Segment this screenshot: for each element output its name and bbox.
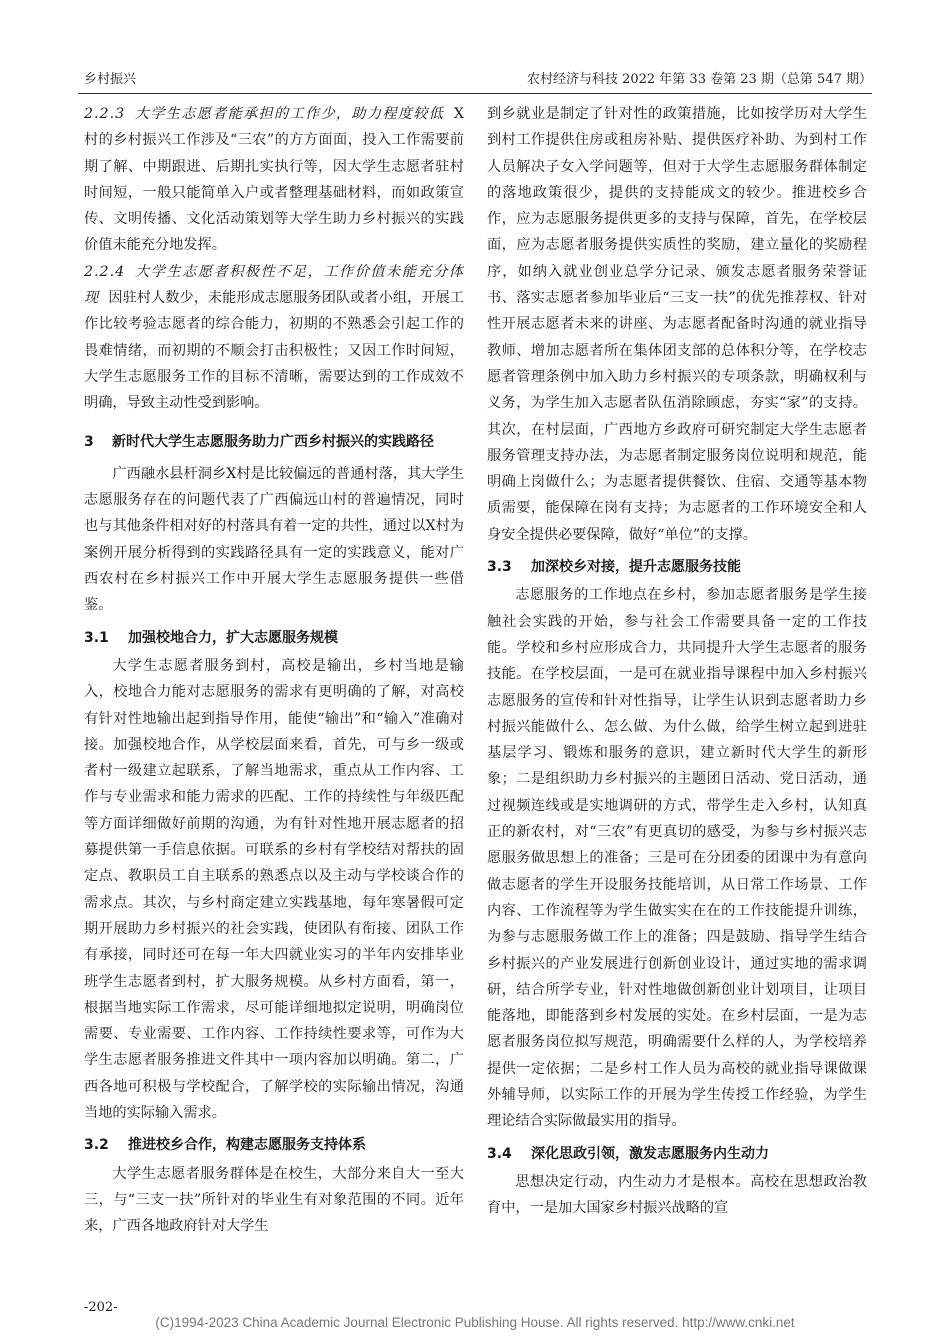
section-number: 3.3: [487, 559, 512, 576]
running-header: [78, 66, 872, 92]
section-3-2-heading: [84, 1132, 464, 1158]
section-number: 3.1: [84, 629, 109, 646]
subsection-number: 2.2.4: [84, 263, 126, 280]
header-section-label: 乡村振兴: [84, 72, 137, 87]
section-3-3-heading: [487, 554, 867, 580]
subsection-title: 大学生志愿者积极性不足，工作价值未能充分体现: [84, 263, 464, 307]
right-column: [487, 101, 867, 1301]
section-title: 加深校乡对接，提升志愿服务技能: [531, 559, 741, 576]
paragraph: 大学生志愿者服务群体是在校生，大部分来自大一至大三，与“三支一扶”所针对的毕业生有对象范围的不同。近年来，广西各地政府针对大学生: [84, 1165, 464, 1235]
subsection-2-2-4: [84, 259, 464, 417]
paragraph: 思想决定行动，内生动力才是根本。高校在思想政治教育中，一是加大国家乡村振兴战略的宣: [487, 1173, 867, 1217]
paragraph: 大学生志愿者服务到村，高校是输出，乡村当地是输入，校地合力能对志愿服务的需求有更明确的了解，对高校有针对性地输出起到指导作用，能使“输出”和“输入”准确对接。加强校地合作，从学校层面来看，首先，可与乡一级或者村一级建立起联系，了解当地需求，重点从工作内容、工作与专业需求和能力需求的匹配、工作的持续性与年级匹配等方面详细做好前期的沟通，为有针对性地开展志愿者的招募提供第一手信息依据。可联系的乡村有学校结对帮扶的固定点、教职员工自主联系的熟悉点以及主动与学校谈合作的需求点。其次，与乡村商定建立实践基地，每年寒暑假可定期开展助力乡村振兴的社会实践，使团队有衔接、团队工作有承接，同时还可在每一年大四就业实习的半年内安排毕业班学生志愿者到村，扩大服务规模。从乡村方面看，第一，根据当地实际工作需求，尽可能详细地拟定说明，明确岗位需要、专业需要、工作内容、工作持续性要求等，可作为大学生志愿者服务推进文件其中一项内容加以明确。第二，广西各地可积极与学校配合，了解学校的实际输出情况，沟通当地的实际输入需求。: [84, 657, 464, 1121]
subsection-2-2-3: [84, 101, 464, 259]
section-title: 深化思政引领，激发志愿服务内生动力: [531, 1145, 769, 1162]
paragraph: 因驻村人数少，未能形成志愿服务团队或者小组，开展工作比较考验志愿者的综合能力，初期的不熟悉会引起工作的畏难情绪，而初期的不顺会打击积极性；又因工作时间短，大学生志愿服务工作的目标不清晰，需要达到的工作成效不明确，导致主动性受到影响。: [84, 290, 464, 412]
paragraph: 到乡就业是制定了针对性的政策措施，比如按学历对大学生到村工作提供住房或租房补贴、提供医疗补助、为到村工作人员解决子女入学问题等，但对于大学生志愿服务群体制定的落地政策很少，提供的支持能成文的较少。推进校乡合作，应为志愿服务提供更多的支持与保障，首先，在学校层面，应为志愿者服务提供实质性的奖励，建立量化的奖励程序，如纳入就业创业总学分记录、颁发志愿者服务荣誉证书、落实志愿者参加毕业后“三支一扶”的优先推荐权、针对性开展志愿者未来的讲座、为志愿者配备时沟通的就业指导教师、增加志愿者所在集体团支部的总体积分等，在学校志愿者管理条例中加入助力乡村振兴的专项条款，明确权利与义务，为学生加入志愿者队伍消除顾虑，夯实“家”的支持。其次，在村层面，广西地方乡政府可研究制定大学生志愿者服务管理支持办法，为志愿者制定服务岗位说明和规范，能明确上岗做什么；为志愿者提供餐饮、住宿、交通等基本物质需要，能保障在岗有支持；为志愿者的工作环境安全和人身安全提供必要保障，做好“单位”的支撑。: [487, 106, 867, 543]
subsection-title: 大学生志愿者能承担的工作少，助力程度较低: [134, 106, 445, 122]
section-3-heading: [84, 429, 464, 455]
paragraph: 广西融水县杆洞乡X村是比较偏远的普通村落，其大学生志愿服务存在的问题代表了广西偏远山村的普遍情况，同时也与其他条件相对好的村落具有着一定的共性，通过以X村为案例开展分析得到的实践路径具有一定的实践意义，能对广西农村在乡村振兴工作中开展大学生志愿服务提供一些借鉴。: [84, 465, 464, 614]
section-number: 3.4: [487, 1145, 512, 1162]
paragraph: X村的乡村振兴工作涉及“三农”的方方面面，投入工作需要前期了解、中期跟进、后期扎实执行等，因大学生志愿者驻村时间短，一般只能简单入户或者整理基础材料，而如政策宣传、文明传播、文化活动策划等大学生助力乡村振兴的实践价值未能充分地发挥。: [84, 106, 464, 254]
section-3-1-heading: [84, 625, 464, 651]
paragraph: 志愿服务的工作地点在乡村，参加志愿者服务是学生接触社会实践的开始，参与社会工作需要具备一定的工作技能。学校和乡村应形成合力，共同提升大学生志愿者的服务技能。在学校层面，一是可在就业指导课程中加入乡村振兴志愿服务的宣传和针对性指导，让学生认识到志愿者助力乡村振兴能做什么、怎么做、为什么做，给学生树立起到进驻基层学习、锻炼和服务的意识，建立新时代大学生的新形象；二是组织助力乡村振兴的主题团日活动、党日活动，通过视频连线或是实地调研的方式，带学生走入乡村，认知真正的新农村，对“三农”有更真切的感受，为参与乡村振兴志愿服务做思想上的准备；三是可在分团委的团课中为有意向做志愿者的学生开设服务技能培训，从日常工作场景、工作内容、工作流程等为学生做实实在在的工作技能提升训练，为参与志愿服务做工作上的准备；四是鼓励、指导学生结合乡村振兴的产业发展进行创新创业设计，通过实地的需求调研，结合所学专业，针对性地做创新创业计划项目，让项目能落地，即能落到乡村发展的实处。在乡村层面，一是为志愿者服务岗位拟写规范，明确需要什么样的人，为学校培养提供一定依据；二是乡村工作人员为高校的就业指导课做课外辅导师，以实际工作的开展为学生传授工作经验，为学生理论结合实际做最实用的指导。: [487, 587, 867, 1130]
section-title: 新时代大学生志愿服务助力广西乡村振兴的实践路径: [112, 433, 434, 450]
copyright-footer: [0, 1297, 950, 1330]
section-3-4-heading: [487, 1141, 867, 1167]
header-journal-info: 农村经济与科技 2022 年第 33 卷第 23 期（总第 547 期）: [526, 72, 872, 87]
section-number: 3.2: [84, 1137, 109, 1154]
section-number: 3: [84, 433, 94, 450]
header-rule: [78, 93, 872, 94]
page-number: -202-: [84, 1300, 118, 1315]
left-column: [84, 101, 464, 1301]
section-title: 推进校乡合作，构建志愿服务支持体系: [128, 1137, 366, 1154]
section-title: 加强校地合力，扩大志愿服务规模: [128, 629, 338, 646]
footer-text: (C)1994-2023 China Academic Journal Electronic Publishing House. All rights reserved. http://www.cnki.net: [155, 1315, 795, 1330]
subsection-number: 2.2.3: [84, 106, 126, 122]
